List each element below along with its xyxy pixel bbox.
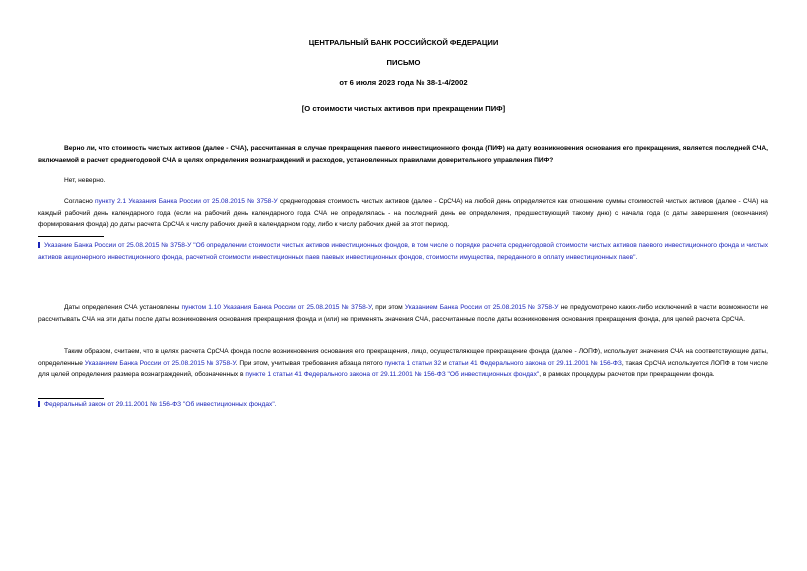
- footnote-divider-1: [38, 236, 104, 237]
- p3-text-d: , такая СрСЧА используется ЛОПФ в том числе для целей определения размера вознаграждений, обозначенных в: [38, 359, 768, 379]
- footnote-2: [38, 399, 768, 411]
- footnote-1: [38, 240, 768, 263]
- p1-link-ukazanie[interactable]: пункту 2.1 Указания Банка России от 25.08.2015 № 3758-У: [95, 198, 278, 205]
- paragraph-2: [38, 302, 768, 325]
- footnote-2-link[interactable]: Федеральный закон от 29.11.2001 № 156-ФЗ "Об инвестиционных фондах".: [44, 401, 277, 408]
- p1-text-b: среднегодовая стоимость чистых активов (далее - СрСЧА) на любой день определяется как отношение суммы стоимостей чистых активов (далее - СЧА) на каждый рабочий день календарного года (если на рабочий день календарного года СЧА не определялась - на последний день ее определения, предшествующий такому дню) с начала года (с даты завершения (окончания) формирования фонда) до даты расчета СрСЧА к числу рабочих дней в календарном году, либо к числу рабочих дней за этот период.: [38, 198, 768, 229]
- p2-link-2[interactable]: Указанием Банка России от 25.08.2015 № 3758-У: [404, 304, 559, 311]
- p3-link-2[interactable]: пункта 1 статьи 32: [384, 359, 442, 367]
- p3-text-c: и: [441, 359, 449, 367]
- p3-text-b: . При этом, учитывая требования абзаца пятого: [235, 359, 385, 367]
- paragraph-3: [38, 346, 768, 381]
- question-paragraph: Верно ли, что стоимость чистых активов (далее - СЧА), рассчитанная в случае прекращения паевого инвестиционного фонда (ПИФ) на дату возникновения основания его прекращения, является последней СЧА, включаемой в расчет среднегодовой СЧА в целях определения вознаграждений и расходов, установленных правилами доверительного управления ПИФ?: [38, 145, 768, 164]
- doc-number-heading: от 6 июля 2023 года № 38-1-4/2002: [339, 78, 468, 87]
- paragraph-1: [38, 196, 768, 231]
- footnote-1-link[interactable]: Указание Банка России от 25.08.2015 № 3758-У "Об определении стоимости чистых активов инвестиционных фондов, в том числе о порядке расчета среднегодовой стоимости чистых активов паевого инвестиционного фонда и чистых активов акционерного инвестиционного фонда, расчетной стоимости инвестиционных паев паевых инвестиционных фондов, стоимости имущества, переданного в оплату инвестиционных паев".: [38, 242, 768, 261]
- doc-type-heading: ПИСЬМО: [386, 58, 421, 67]
- p3-link-4[interactable]: пункте 1 статьи 41 Федерального закона от 29.11.2001 № 156-ФЗ "Об инвестиционных фондах": [245, 371, 540, 379]
- p3-link-1[interactable]: Указанием Банка России от 25.08.2015 № 3758-У: [84, 359, 236, 367]
- answer-paragraph: Нет, неверно.: [64, 177, 106, 184]
- org-heading: ЦЕНТРАЛЬНЫЙ БАНК РОССИЙСКОЙ ФЕДЕРАЦИИ: [308, 38, 499, 47]
- p1-text-a: Согласно: [64, 198, 95, 205]
- p2-text-a: Даты определения СЧА установлены: [64, 304, 182, 311]
- doc-subject-heading: [О стоимости чистых активов при прекращении ПИФ]: [301, 104, 506, 113]
- p2-text-b: , при этом: [371, 304, 405, 311]
- p2-link-1[interactable]: пунктом 1.10 Указания Банка России от 25.08.2015 № 3758-У: [181, 304, 372, 311]
- p2-text-c: не предусмотрено каких-либо исключений в части возможности не рассчитывать СЧА на эти даты после даты возникновения основания прекращения фонда и (или) не применять значения СЧА, рассчитанные после даты возникновения основания прекращения фонда, для целей расчета СрСЧА.: [38, 304, 768, 323]
- p3-text-e: , в рамках процедуры расчетов при прекращении фонда.: [539, 371, 715, 379]
- p3-text-a: Таким образом, считаем, что в целях расчета СрСЧА фонда после возникновения основания его прекращения, лицо, осуществляющее прекращение фонда (далее - ЛОПФ), использует значения СЧА на соответствующие даты, определенные: [38, 348, 768, 367]
- p3-link-3[interactable]: статьи 41 Федерального закона от 29.11.2001 № 156-ФЗ: [448, 359, 622, 367]
